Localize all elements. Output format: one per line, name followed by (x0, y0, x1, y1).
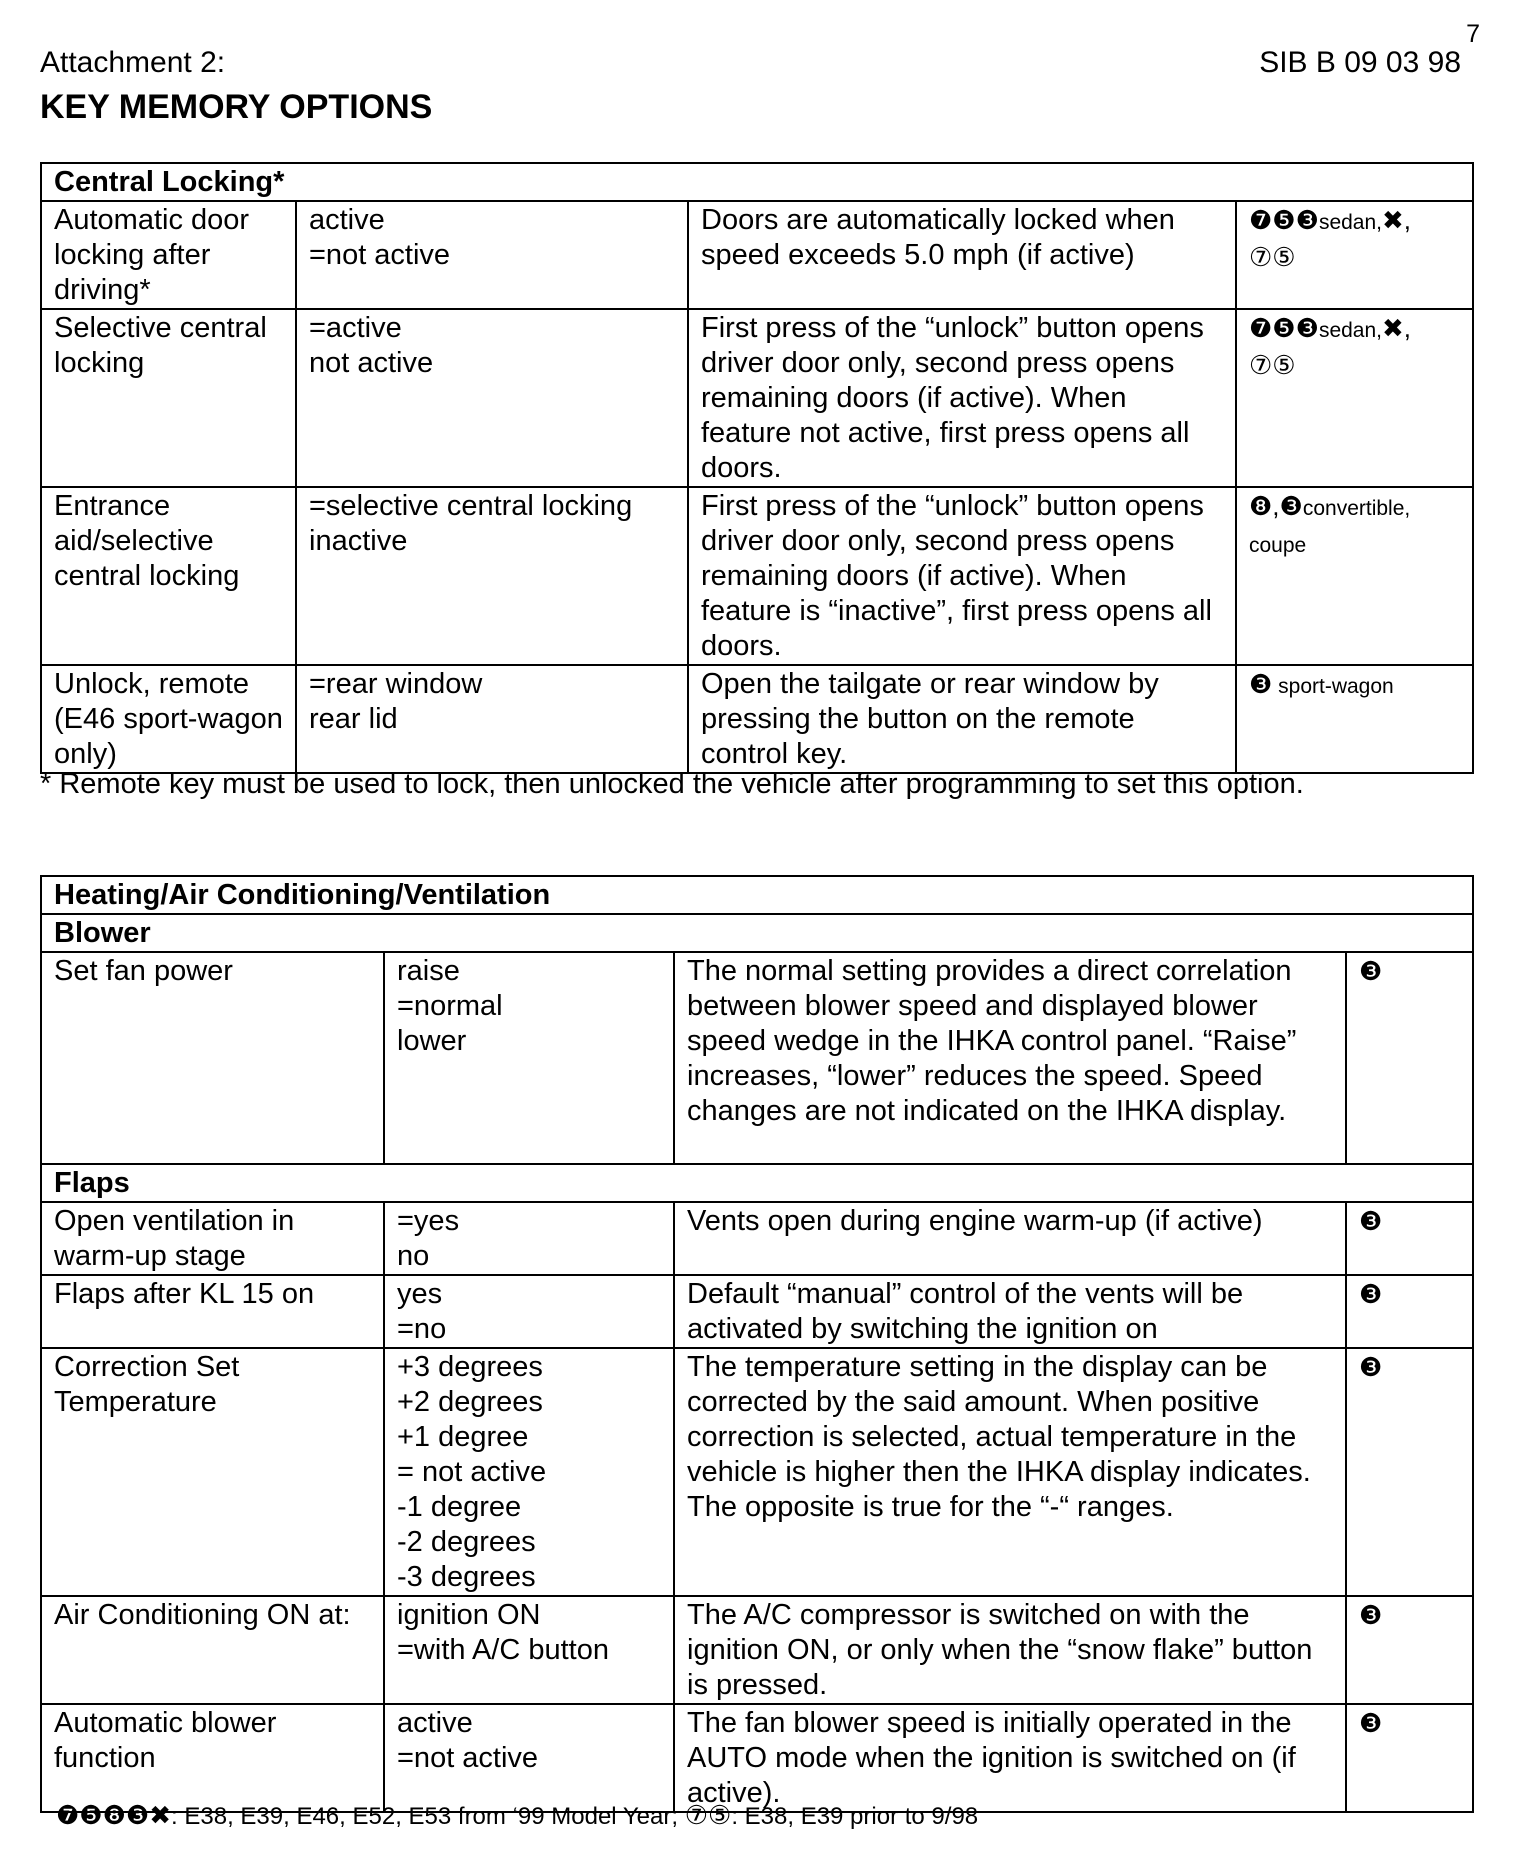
option-name: Selective central locking (41, 309, 296, 487)
option-description: The fan blower speed is initially operated in the AUTO mode when the ignition is switched on (if active). (674, 1704, 1346, 1812)
option-name: Correction Set Temperature (41, 1348, 384, 1596)
option-settings: =yes no (384, 1202, 674, 1275)
option-name: Unlock, remote (E46 sport-wagon only) (41, 665, 296, 773)
model-code-icons: ❼❺❸ (1249, 313, 1319, 343)
option-description: The A/C compressor is switched on with the ignition ON, or only when the “snow flake” button is pressed. (674, 1596, 1346, 1704)
model-codes (1236, 309, 1473, 487)
model-codes (1236, 487, 1473, 665)
page-title: KEY MEMORY OPTIONS (40, 88, 433, 126)
model-codes (1346, 952, 1473, 1164)
option-description: First press of the “unlock” button opens driver door only, second press opens remaining doors (if active). When feature is “inactive”, first press opens all doors. (688, 487, 1236, 665)
option-name: Automatic blower function (41, 1704, 384, 1812)
model-variant: sedan, (1318, 211, 1382, 234)
model-code-icons: ❽,❸ (1249, 491, 1303, 521)
option-name: Air Conditioning ON at: (41, 1596, 384, 1704)
option-description: Default “manual” control of the vents will be activated by switching the ignition on (674, 1275, 1346, 1348)
model-legend (56, 1800, 978, 1831)
table-row (41, 665, 1473, 773)
attachment-label: Attachment 2: (40, 46, 226, 79)
option-settings: yes =no (384, 1275, 674, 1348)
model-codes (1346, 1596, 1473, 1704)
table-row (41, 1704, 1473, 1812)
model-variant: convertible, coupe (1249, 497, 1411, 557)
model-code-icons: ✖, ⑦⑤ (1249, 313, 1412, 380)
section-heading: Heating/Air Conditioning/Ventilation (41, 876, 1473, 914)
subsection-heading: Flaps (41, 1164, 1473, 1202)
option-name: Set fan power (41, 952, 384, 1164)
option-name: Entrance aid/selective central locking (41, 487, 296, 665)
table-row (41, 201, 1473, 309)
model-code-icons: ❸ (1359, 1206, 1383, 1236)
table-row (41, 1348, 1473, 1596)
option-settings: +3 degrees +2 degrees +1 degree = not active -1 degree -2 degrees -3 degrees (384, 1348, 674, 1596)
legend-text: : E38, E39, E46, E52, E53 from ‘99 Model Year; (171, 1803, 685, 1830)
option-settings: raise =normal lower (384, 952, 674, 1164)
page-number: 7 (1466, 20, 1480, 48)
legend-text: : E38, E39 prior to 9/98 (731, 1803, 979, 1830)
table-row (41, 309, 1473, 487)
option-settings: ignition ON =with A/C button (384, 1596, 674, 1704)
model-code-icons: ❼❺❸ (1249, 205, 1319, 235)
model-codes (1346, 1202, 1473, 1275)
table-row (41, 1596, 1473, 1704)
central-locking-table (40, 162, 1474, 774)
option-description: The normal setting provides a direct correlation between blower speed and displayed blower speed wedge in the IHKA control panel. “Raise” increases, “lower” reduces the speed. Speed changes are not indicated on the IHKA display. (674, 952, 1346, 1164)
model-code-icons: ❸ (1359, 1352, 1383, 1382)
hvac-table (40, 875, 1474, 1813)
option-name: Open ventilation in warm-up stage (41, 1202, 384, 1275)
option-settings: =selective central locking inactive (296, 487, 688, 665)
option-settings: =rear window rear lid (296, 665, 688, 773)
subsection-heading: Blower (41, 914, 1473, 952)
model-codes (1236, 201, 1473, 309)
option-description: Vents open during engine warm-up (if active) (674, 1202, 1346, 1275)
model-code-icons: ❸ (1249, 669, 1273, 699)
model-code-icons: ❼❺❽❸✖ (56, 1800, 172, 1830)
option-name: Flaps after KL 15 on (41, 1275, 384, 1348)
model-codes (1346, 1348, 1473, 1596)
option-description: First press of the “unlock” button opens driver door only, second press opens remaining doors (if active). When feature not active, first press opens all doors. (688, 309, 1236, 487)
table-row (41, 952, 1473, 1164)
model-variant: sedan, (1318, 319, 1382, 342)
option-description: Doors are automatically locked when speed exceeds 5.0 mph (if active) (688, 201, 1236, 309)
model-code-icons: ❸ (1359, 1279, 1383, 1309)
option-description: The temperature setting in the display can be corrected by the said amount. When positive correction is selected, actual temperature in the vehicle is higher then the IHKA display indicates. The opposite is true for the “-“ ranges. (674, 1348, 1346, 1596)
option-settings: =active not active (296, 309, 688, 487)
option-settings: active =not active (384, 1704, 674, 1812)
model-codes (1346, 1704, 1473, 1812)
option-settings: active =not active (296, 201, 688, 309)
option-description: Open the tailgate or rear window by pressing the button on the remote control key. (688, 665, 1236, 773)
table-row (41, 1275, 1473, 1348)
model-codes (1236, 665, 1473, 773)
model-code-icons: ❸ (1359, 1708, 1383, 1738)
model-code-icons: ❸ (1359, 956, 1383, 986)
table-row (41, 1202, 1473, 1275)
model-code-icons: ⑦⑤ (684, 1800, 732, 1830)
model-code-icons: ❸ (1359, 1600, 1383, 1630)
model-codes (1346, 1275, 1473, 1348)
option-name: Automatic door locking after driving* (41, 201, 296, 309)
footnote: * Remote key must be used to lock, then unlocked the vehicle after programming to set this option. (40, 768, 1304, 800)
model-code-icons: ✖, ⑦⑤ (1249, 205, 1412, 272)
model-variant: sport-wagon (1272, 675, 1394, 698)
section-heading: Central Locking* (41, 163, 1473, 201)
service-bulletin-reference: SIB B 09 03 98 (1259, 46, 1461, 79)
table-row (41, 487, 1473, 665)
